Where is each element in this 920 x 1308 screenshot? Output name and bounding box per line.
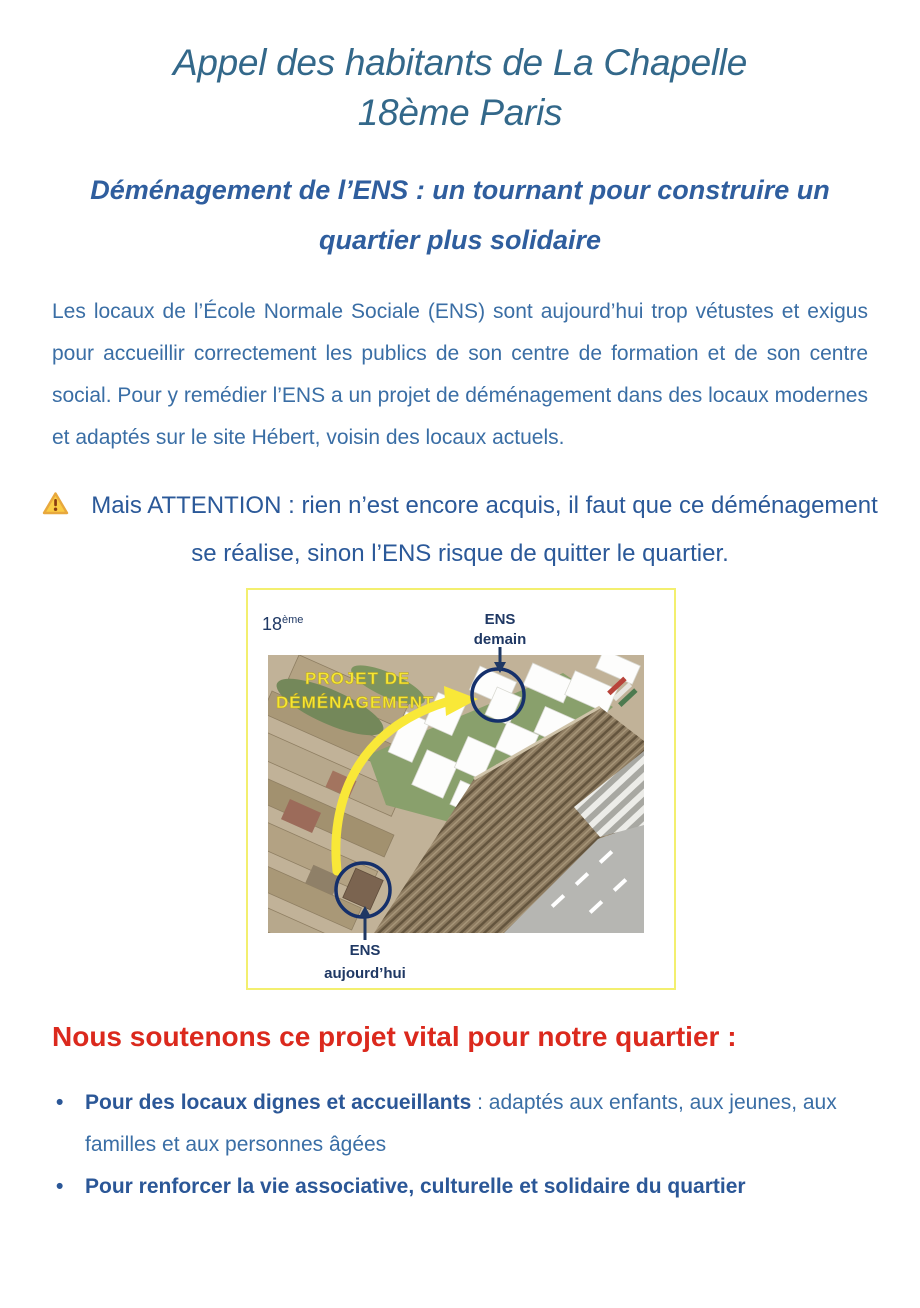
bullet-list <box>52 1082 868 1208</box>
map-figure <box>246 588 676 990</box>
warning-text: Mais ATTENTION : rien n’est encore acquis, il faut que ce déménagement se réalise, sinon l’ENS risque de quitter le quartier. <box>91 492 878 567</box>
bullet-rest-text: : adaptés aux enfants, aux jeunes, aux familles et aux personnes âgées <box>85 1091 837 1156</box>
down-arrow-icon <box>493 647 507 678</box>
aerial-map-image <box>268 655 644 933</box>
ens-demain-label: ENS demain <box>473 611 527 648</box>
title-line-2: 18ème Paris <box>357 92 563 133</box>
subtitle: Déménagement de l’ENS : un tournant pour construire un quartier plus solidaire <box>90 175 830 255</box>
warning-paragraph <box>40 483 880 576</box>
list-item <box>52 1082 868 1166</box>
title-line-1: Appel des habitants de La Chapelle <box>172 42 747 83</box>
overlay-text-line2: DÉMÉNAGEMENT <box>276 693 435 712</box>
bullet-bold-text: Pour des locaux dignes et accueillants <box>85 1091 472 1114</box>
list-item <box>52 1166 868 1208</box>
warning-triangle-icon <box>42 486 69 531</box>
support-heading: Nous soutenons ce projet vital pour notre quartier : <box>52 1021 737 1052</box>
district-label: 18ème <box>262 614 304 634</box>
bullet-bold-text: Pour renforcer la vie associative, culturelle et solidaire du quartier <box>85 1175 746 1198</box>
up-arrow-icon <box>358 906 372 945</box>
page-title <box>0 38 920 138</box>
intro-paragraph: Les locaux de l’École Normale Sociale (ENS) sont aujourd’hui trop vétustes et exigus pour accueillir correctement les publics de son centre de formation et de son centre social. Pour y remédier l’ENS a un projet de déménagement dans des locaux modernes et adaptés sur le site Hébert, voisin des locaux actuels. <box>52 300 868 449</box>
ens-aujourdhui-label: ENS aujourd’hui <box>324 942 406 982</box>
overlay-text-line1: PROJET DE <box>305 669 411 688</box>
